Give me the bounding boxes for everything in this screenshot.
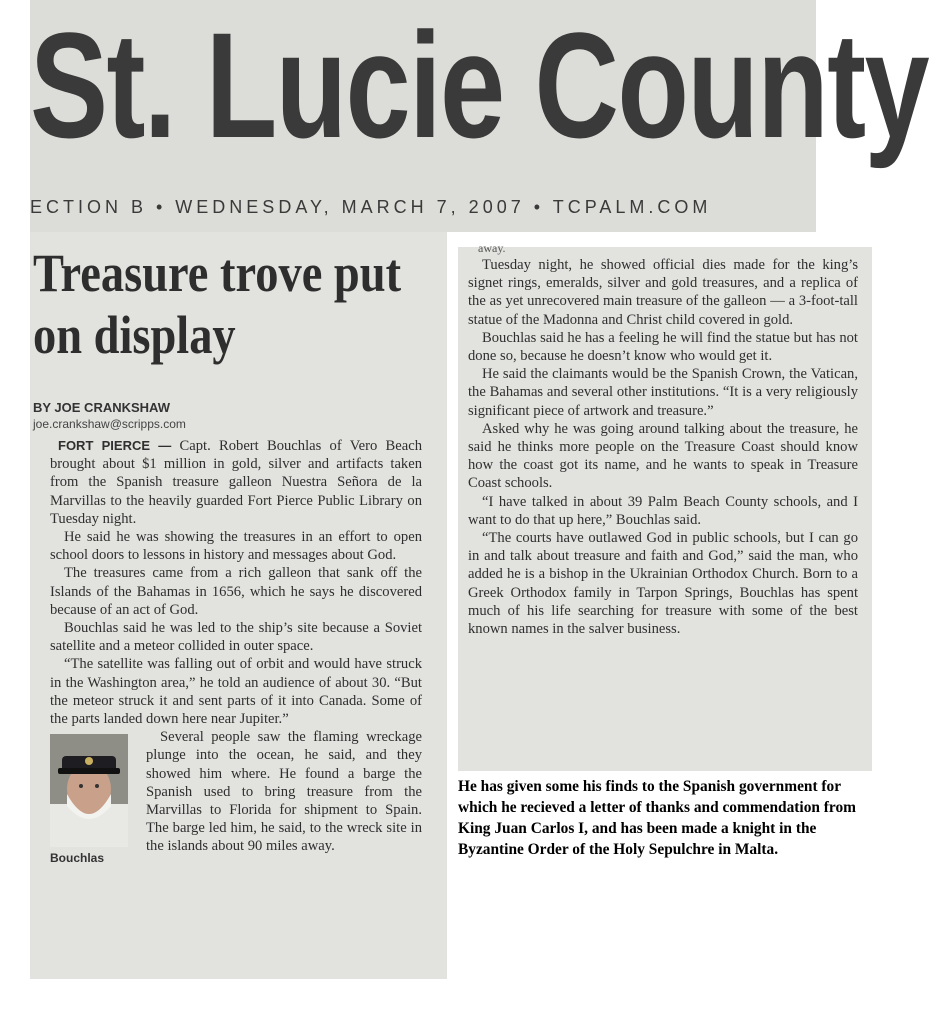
photo-block [50,734,136,865]
masthead [30,0,929,232]
paragraph-11: “I have talked in about 39 Palm Beach County schools, and I want to do that up here,” Bouchlas said. [468,493,858,528]
column-2-body [468,241,858,638]
section-date-line: ECTION B • WEDNESDAY, MARCH 7, 2007 • TCPALM.COM [30,197,712,217]
paragraph-6: Several people saw the flaming wreckage plunge into the ocean, he said, and they showed him where. He found a barge the Spanish used to bring treasure from the Marvillas to Florida for shipment to Spain. The barge led him, he said, to the wreck site in the islands about 90 miles away. [146,729,422,855]
column-gap [447,232,458,979]
masthead-title: St. Lucie County [30,1,929,169]
bouchlas-photo [50,734,128,847]
paragraph-4: Bouchlas said he was led to the ship’s site because a Soviet satellite and a meteor collided in outer space. [50,620,422,655]
author-email: joe.crankshaw@scripps.com [33,417,186,431]
article-column-2 [458,241,872,771]
paragraph-9: He said the claimants would be the Spanish Crown, the Vatican, the Bahamas and several other institutions. “It is a very religiously significant piece of artwork and treasure.” [468,366,858,419]
column-1-body [50,437,422,867]
continued-fragment: away. [478,241,506,255]
paragraph-5: “The satellite was falling out of orbit and would have struck in the Washington area,” he told an audience of about 30. “But the meteor struck it and sent parts of it into Canada. Some of the parts landed down here near Jupiter.” [50,656,422,728]
portrait-image [50,734,128,847]
paragraph-8: Bouchlas said he has a feeling he will find the statue but has not done so, because he doesn’t know who would get it. [468,329,858,365]
headline: Treasure trove put on display [33,243,402,365]
paragraph-3: The treasures came from a rich galleon that sank off the Islands of the Bahamas in 1656, which he says he discovered because of an act of God. [50,565,422,618]
addendum-note: He has given some his finds to the Spanish government for which he recieved a letter of thanks and commendation from King Juan Carlos I, and has been made a knight in the Byzantine Order of the Holy Sepulchre in Malta. [458,778,856,858]
dateline: FORT PIERCE — [58,438,172,453]
paragraph-1 [50,437,422,528]
paragraph-1-text: Capt. Robert Bouchlas of Vero Beach brought about $1 million in gold, silver and artifacts taken from the Spanish treasure galleon Nuestra Señora de la Marvillas to the heavily guarded Fort Pierce Public Library on Tuesday night. [50,438,422,527]
paragraph-2: He said he was showing the treasures in an effort to open school doors to lessons in history and messages about God. [50,529,422,564]
paragraph-12: “The courts have outlawed God in public schools, but I can go in and talk about treasure and faith and God,” said the man, who added he is a bishop in the Ukrainian Orthodox Church. Born to a Greek Orthodox family in Tarpon Springs, Bouchlas has spent much of his life searching for treasure with some of the best known names in the salver business. [468,530,858,638]
byline: BY JOE CRANKSHAW [33,400,171,415]
article-column-1 [30,232,447,979]
paragraph-7: Tuesday night, he showed official dies made for the king’s signet rings, emeralds, silver and gold treasures, and a replica of the as yet unrecovered main treasure of the galleon — a 3-foot-tall statue of the Madonna and Christ child covered in gold. [468,257,858,328]
paragraph-10: Asked why he was going around talking about the treasure, he said he thinks more people on the Treasure Coast should know how the coast got its name, and he wants to speak in Treasure Coast schools. [468,420,858,492]
photo-caption: Bouchlas [50,851,105,866]
